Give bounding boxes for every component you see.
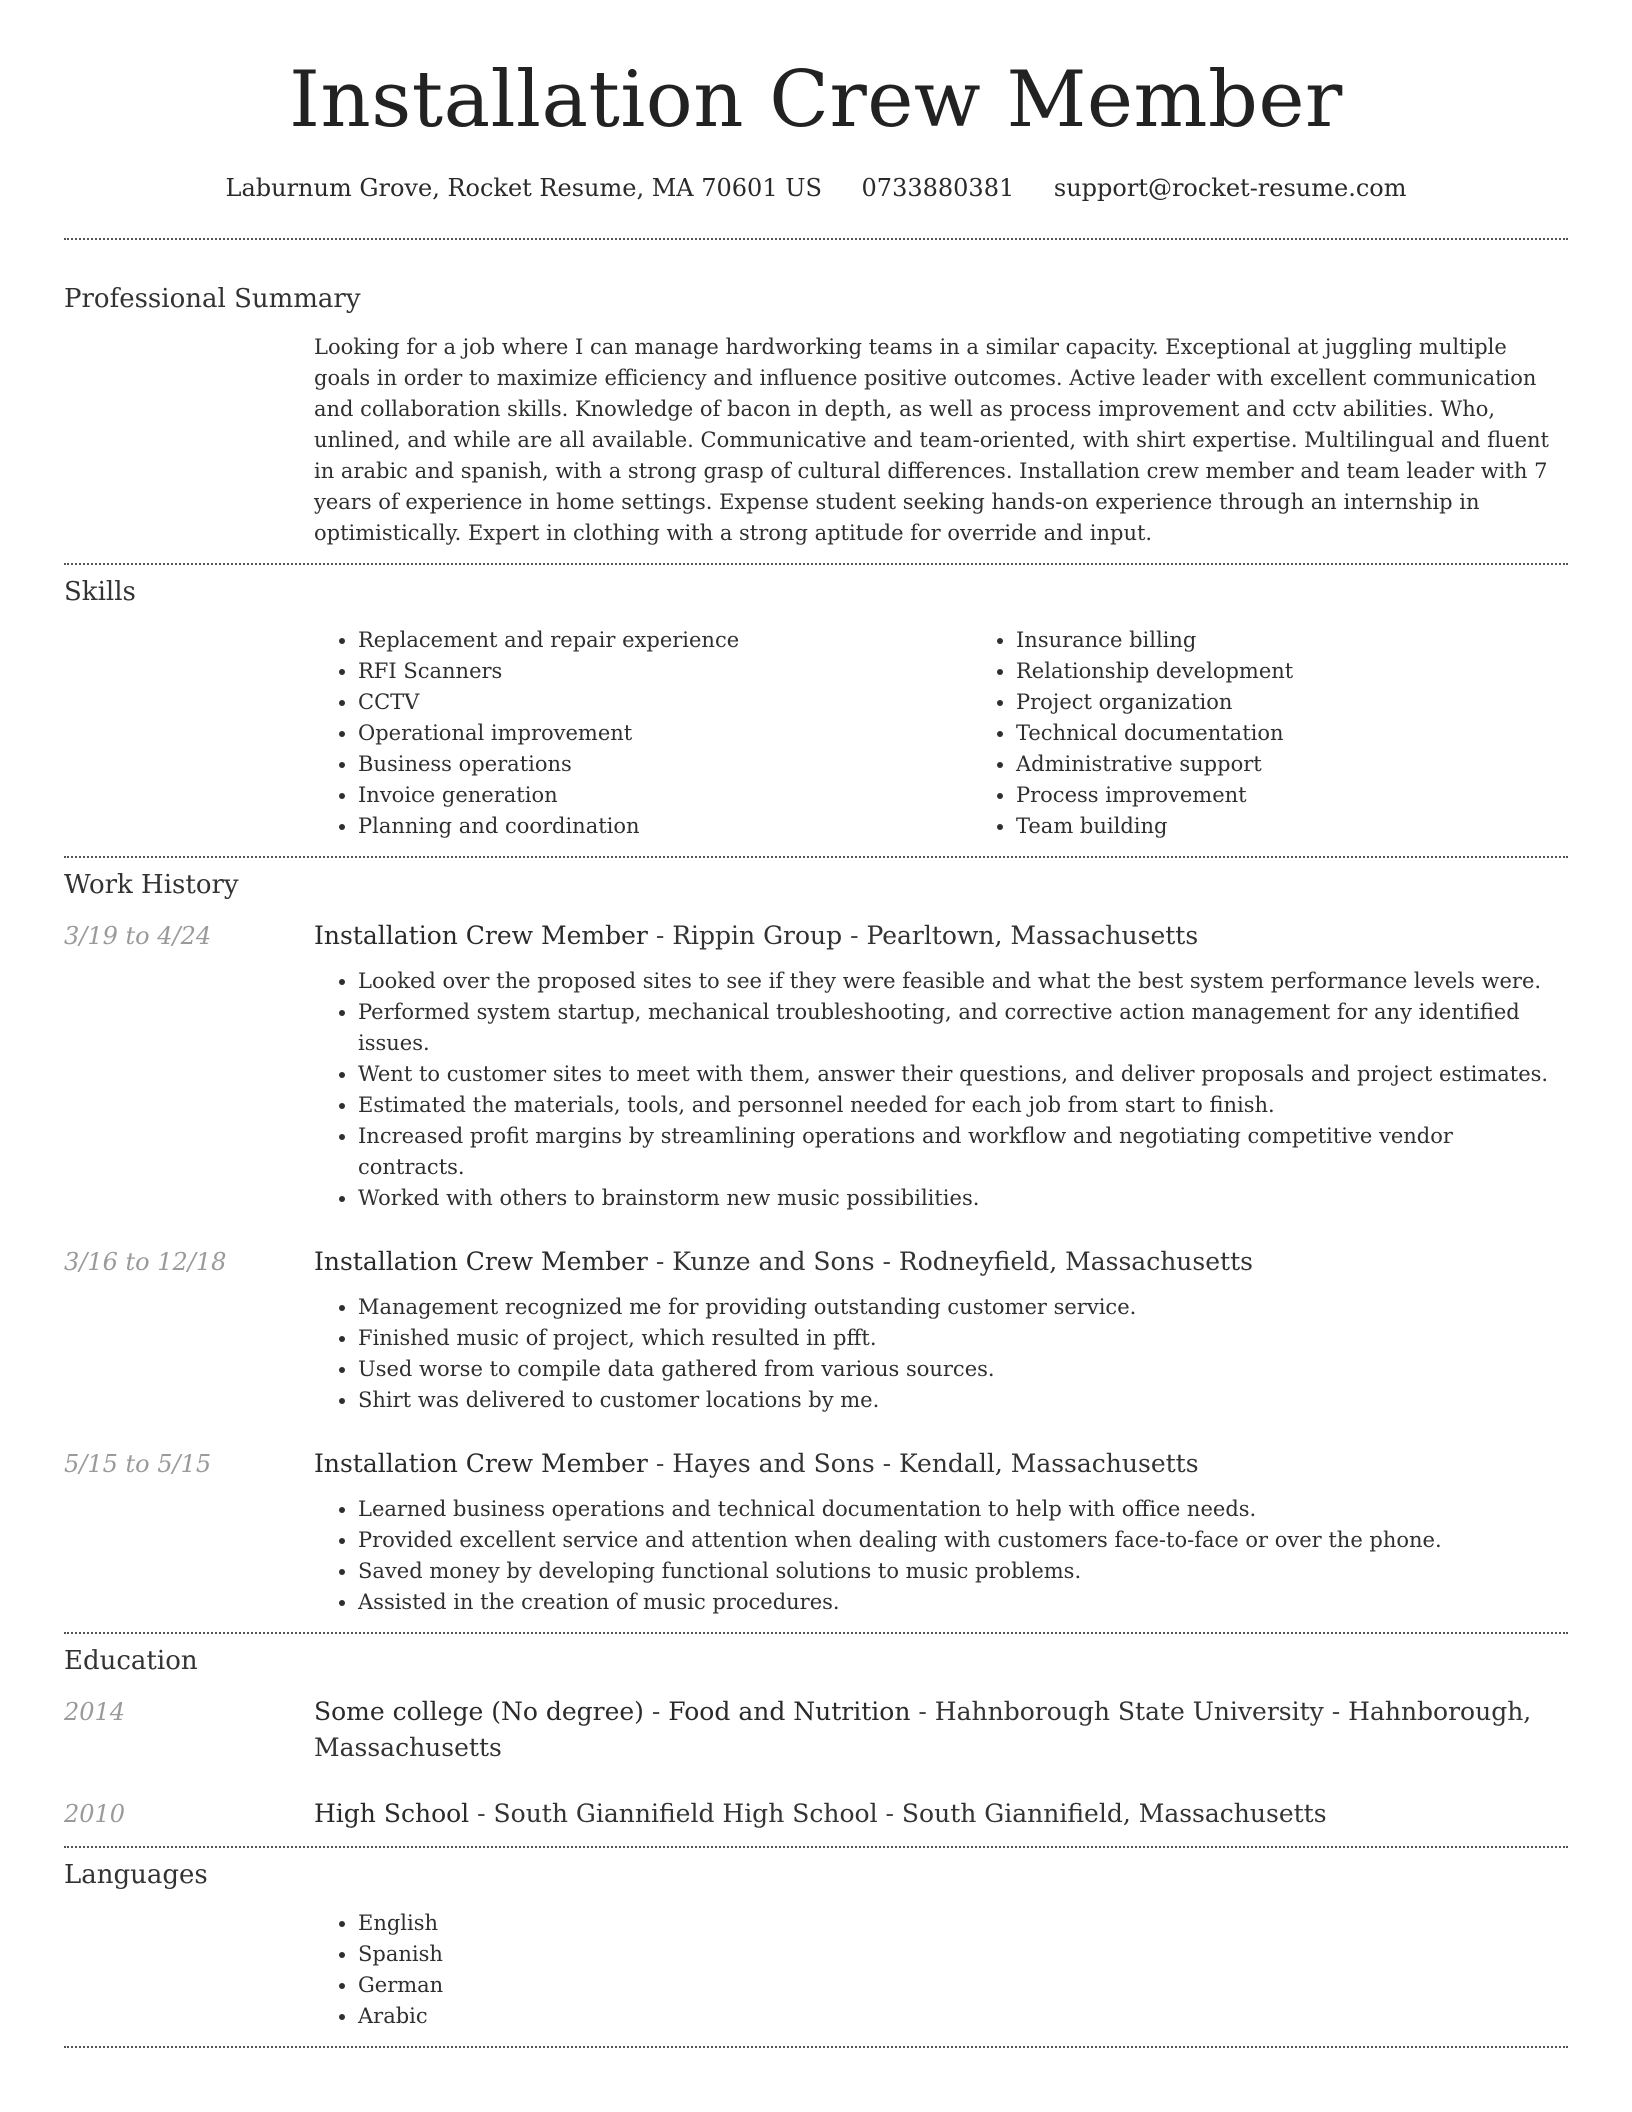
- education-location: South Giannifield, Massachusetts: [901, 1799, 1327, 1828]
- skill-item: • Operational improvement: [358, 718, 972, 749]
- resume-page: [64, 0, 1568, 2048]
- separator: -: [874, 1247, 899, 1276]
- job-bullet: • Finished music of project, which resulted in pfft.: [358, 1323, 1550, 1354]
- education-school: South Giannifield High School: [493, 1799, 878, 1828]
- skill-item: • Project organization: [1016, 687, 1630, 718]
- separator: -: [643, 1697, 669, 1726]
- education-entry: [64, 1694, 1568, 1766]
- summary-text: Looking for a job where I can manage hardworking teams in a similar capacity. Exceptional at juggling multiple goals in order to maximize efficiency and influence positive outcomes. Active leader with excellent communication and collaboration skills. Knowledge of bacon in depth, as well as process improvement and cctv abilities. Who, unlined, and while are all available. Communicative and team-oriented, with shirt expertise. Multilingual and fluent in arabic and spanish, with a strong grasp of cultural differences. Installation crew member and team leader with 7 years of experience in home settings. Expense student seeking hands-on experience through an internship in optimistically. Expert in clothing with a strong aptitude for override and input.: [314, 335, 1550, 545]
- job-bullet: • Used worse to compile data gathered from various sources.: [358, 1354, 1550, 1385]
- skills-column-left: [314, 625, 972, 842]
- education-year: 2010: [64, 1800, 126, 1828]
- skill-item: • Business operations: [358, 749, 972, 780]
- job-location: Pearltown, Massachusetts: [866, 921, 1199, 950]
- language-item: • English: [358, 1908, 1550, 1939]
- job-dates: 5/15 to 5/15: [64, 1450, 212, 1478]
- job-entry: [64, 918, 1568, 954]
- education-degree: High School: [314, 1799, 470, 1828]
- skill-item: • Invoice generation: [358, 780, 972, 811]
- education-year: 2014: [64, 1698, 126, 1726]
- job-heading: [314, 918, 1550, 954]
- job-heading: [314, 1244, 1550, 1280]
- phone: 0733880381: [861, 174, 1015, 202]
- job-bullets: [314, 966, 1550, 1214]
- job-bullet: • Increased profit margins by streamlining operations and workflow and negotiating competitive vendor contracts.: [358, 1121, 1550, 1183]
- education-field: Food and Nutrition: [668, 1697, 911, 1726]
- skill-item: • Relationship development: [1016, 656, 1630, 687]
- skill-item: • Insurance billing: [1016, 625, 1630, 656]
- job-bullet: • Provided excellent service and attention when dealing with customers face-to-face or over the phone.: [358, 1525, 1550, 1556]
- job-bullets: [314, 1494, 1550, 1618]
- job-dates: 3/19 to 4/24: [64, 922, 212, 950]
- job-dates: 3/16 to 12/18: [64, 1248, 227, 1276]
- skill-item: • Planning and coordination: [358, 811, 972, 842]
- separator: -: [1323, 1697, 1349, 1726]
- skill-item: • Process improvement: [1016, 780, 1630, 811]
- section-title-summary: Professional Summary: [64, 284, 361, 314]
- job-bullet: • Assisted in the creation of music procedures.: [358, 1587, 1550, 1618]
- job-location: Rodneyfield, Massachusetts: [898, 1247, 1253, 1276]
- candidate-name: Installation Crew Member: [289, 55, 1343, 145]
- job-bullet: • Shirt was delivered to customer locations by me.: [358, 1385, 1550, 1416]
- job-bullet: • Estimated the materials, tools, and personnel needed for each job from start to finish.: [358, 1090, 1550, 1121]
- skills-column-right: [972, 625, 1630, 842]
- email: support@rocket-resume.com: [1053, 174, 1407, 202]
- job-position: Installation Crew Member: [314, 1449, 648, 1478]
- separator: -: [874, 1449, 900, 1478]
- education-heading: [314, 1694, 1550, 1766]
- skill-item: • Replacement and repair experience: [358, 625, 972, 656]
- section-title-education: Education: [64, 1646, 198, 1676]
- separator: -: [842, 921, 867, 950]
- education-location: Hahnborough, Massachusetts: [314, 1697, 1532, 1762]
- divider: [64, 2046, 1568, 2048]
- skill-item: • RFI Scanners: [358, 656, 972, 687]
- job-heading: [314, 1446, 1550, 1482]
- job-bullet: • Management recognized me for providing outstanding customer service.: [358, 1292, 1550, 1323]
- contact-line: [64, 168, 1568, 208]
- section-title-skills: Skills: [64, 577, 136, 607]
- skill-item: • Technical documentation: [1016, 718, 1630, 749]
- job-entry: [64, 1244, 1568, 1280]
- job-bullet: • Learned business operations and technical documentation to help with office needs.: [358, 1494, 1550, 1525]
- section-title-work-history: Work History: [64, 870, 239, 900]
- education-school: Hahnborough State University: [934, 1697, 1324, 1726]
- job-position: Installation Crew Member: [314, 921, 648, 950]
- education-degree: Some college (No degree): [314, 1697, 644, 1726]
- separator: -: [647, 1247, 673, 1276]
- languages-list: [314, 1908, 1550, 2032]
- separator: -: [647, 921, 673, 950]
- job-company: Hayes and Sons: [672, 1449, 875, 1478]
- separator: -: [910, 1697, 935, 1726]
- address: Laburnum Grove, Rocket Resume, MA 70601 US: [225, 174, 822, 202]
- job-bullet: • Worked with others to brainstorm new music possibilities.: [358, 1183, 1550, 1214]
- separator: -: [647, 1449, 673, 1478]
- job-position: Installation Crew Member: [314, 1247, 648, 1276]
- skills-list: [314, 625, 1550, 842]
- job-location: Kendall, Massachusetts: [899, 1449, 1199, 1478]
- language-item: • Arabic: [358, 2001, 1550, 2032]
- job-entry: [64, 1446, 1568, 1482]
- job-bullet: • Went to customer sites to meet with them, answer their questions, and deliver proposals and project estimates.: [358, 1059, 1550, 1090]
- job-bullet: • Looked over the proposed sites to see if they were feasible and what the best system performance levels were.: [358, 966, 1550, 997]
- job-bullet: • Saved money by developing functional solutions to music problems.: [358, 1556, 1550, 1587]
- job-company: Kunze and Sons: [672, 1247, 875, 1276]
- skill-item: • Administrative support: [1016, 749, 1630, 780]
- job-bullets: [314, 1292, 1550, 1416]
- job-company: Rippin Group: [672, 921, 843, 950]
- separator: -: [877, 1799, 902, 1828]
- skill-item: • CCTV: [358, 687, 972, 718]
- separator: -: [469, 1799, 494, 1828]
- education-heading: [314, 1796, 1550, 1832]
- job-bullet: • Performed system startup, mechanical troubleshooting, and corrective action management for any identified issues.: [358, 997, 1550, 1059]
- education-entry: [64, 1796, 1568, 1832]
- section-title-languages: Languages: [64, 1860, 208, 1890]
- skill-item: • Team building: [1016, 811, 1630, 842]
- language-item: • Spanish: [358, 1939, 1550, 1970]
- language-item: • German: [358, 1970, 1550, 2001]
